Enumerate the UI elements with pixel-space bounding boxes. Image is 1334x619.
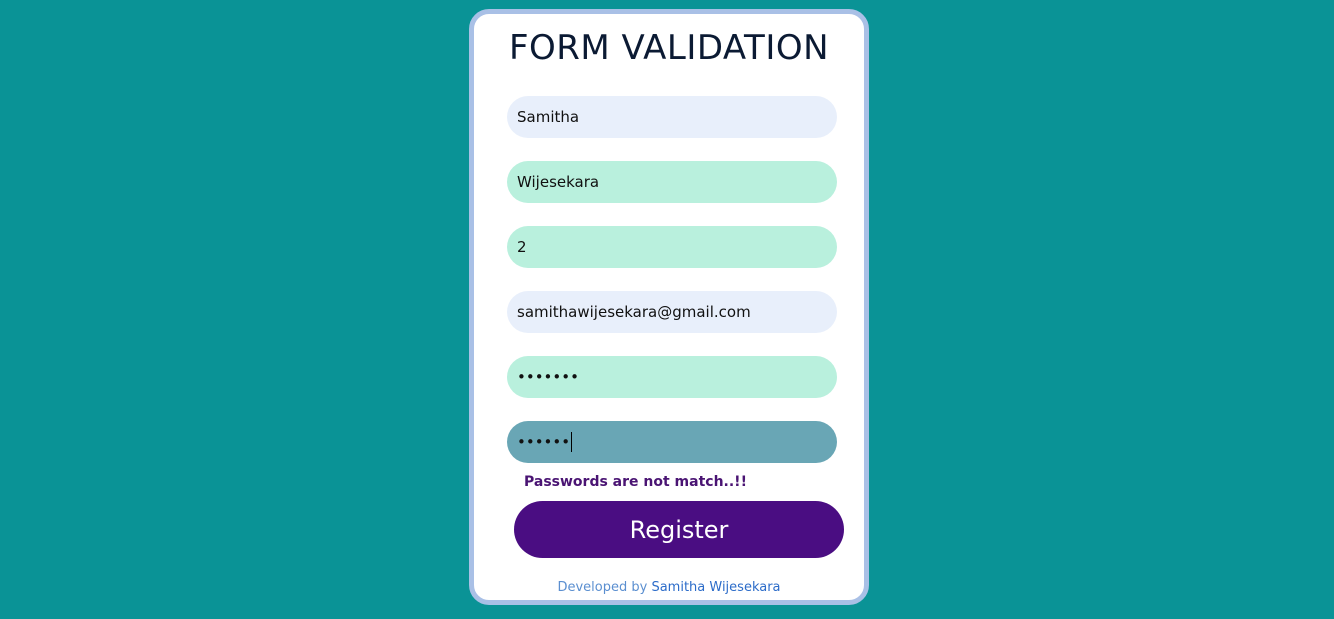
password-error-message: Passwords are not match..!! (524, 474, 747, 490)
last-name-value: Wijesekara (517, 173, 600, 191)
password-input[interactable] (507, 356, 837, 398)
footer-credit (474, 580, 864, 595)
form-title: FORM VALIDATION (508, 28, 830, 68)
age-value: 2 (517, 238, 527, 256)
footer-author-link[interactable]: Samitha Wijesekara (651, 580, 781, 595)
age-input[interactable] (507, 226, 837, 268)
password-mask: ••••••• (517, 368, 579, 386)
email-input[interactable] (507, 291, 837, 333)
text-caret (571, 432, 572, 452)
register-button[interactable]: Register (514, 501, 844, 558)
first-name-value: Samitha (517, 108, 580, 126)
confirm-password-mask: •••••• (517, 433, 571, 451)
form-card (469, 9, 869, 605)
confirm-password-input[interactable] (507, 421, 837, 463)
first-name-input[interactable] (507, 96, 837, 138)
email-value: samithawijesekara@gmail.com (517, 303, 751, 321)
footer-prefix: Developed by (557, 580, 648, 595)
last-name-input[interactable] (507, 161, 837, 203)
